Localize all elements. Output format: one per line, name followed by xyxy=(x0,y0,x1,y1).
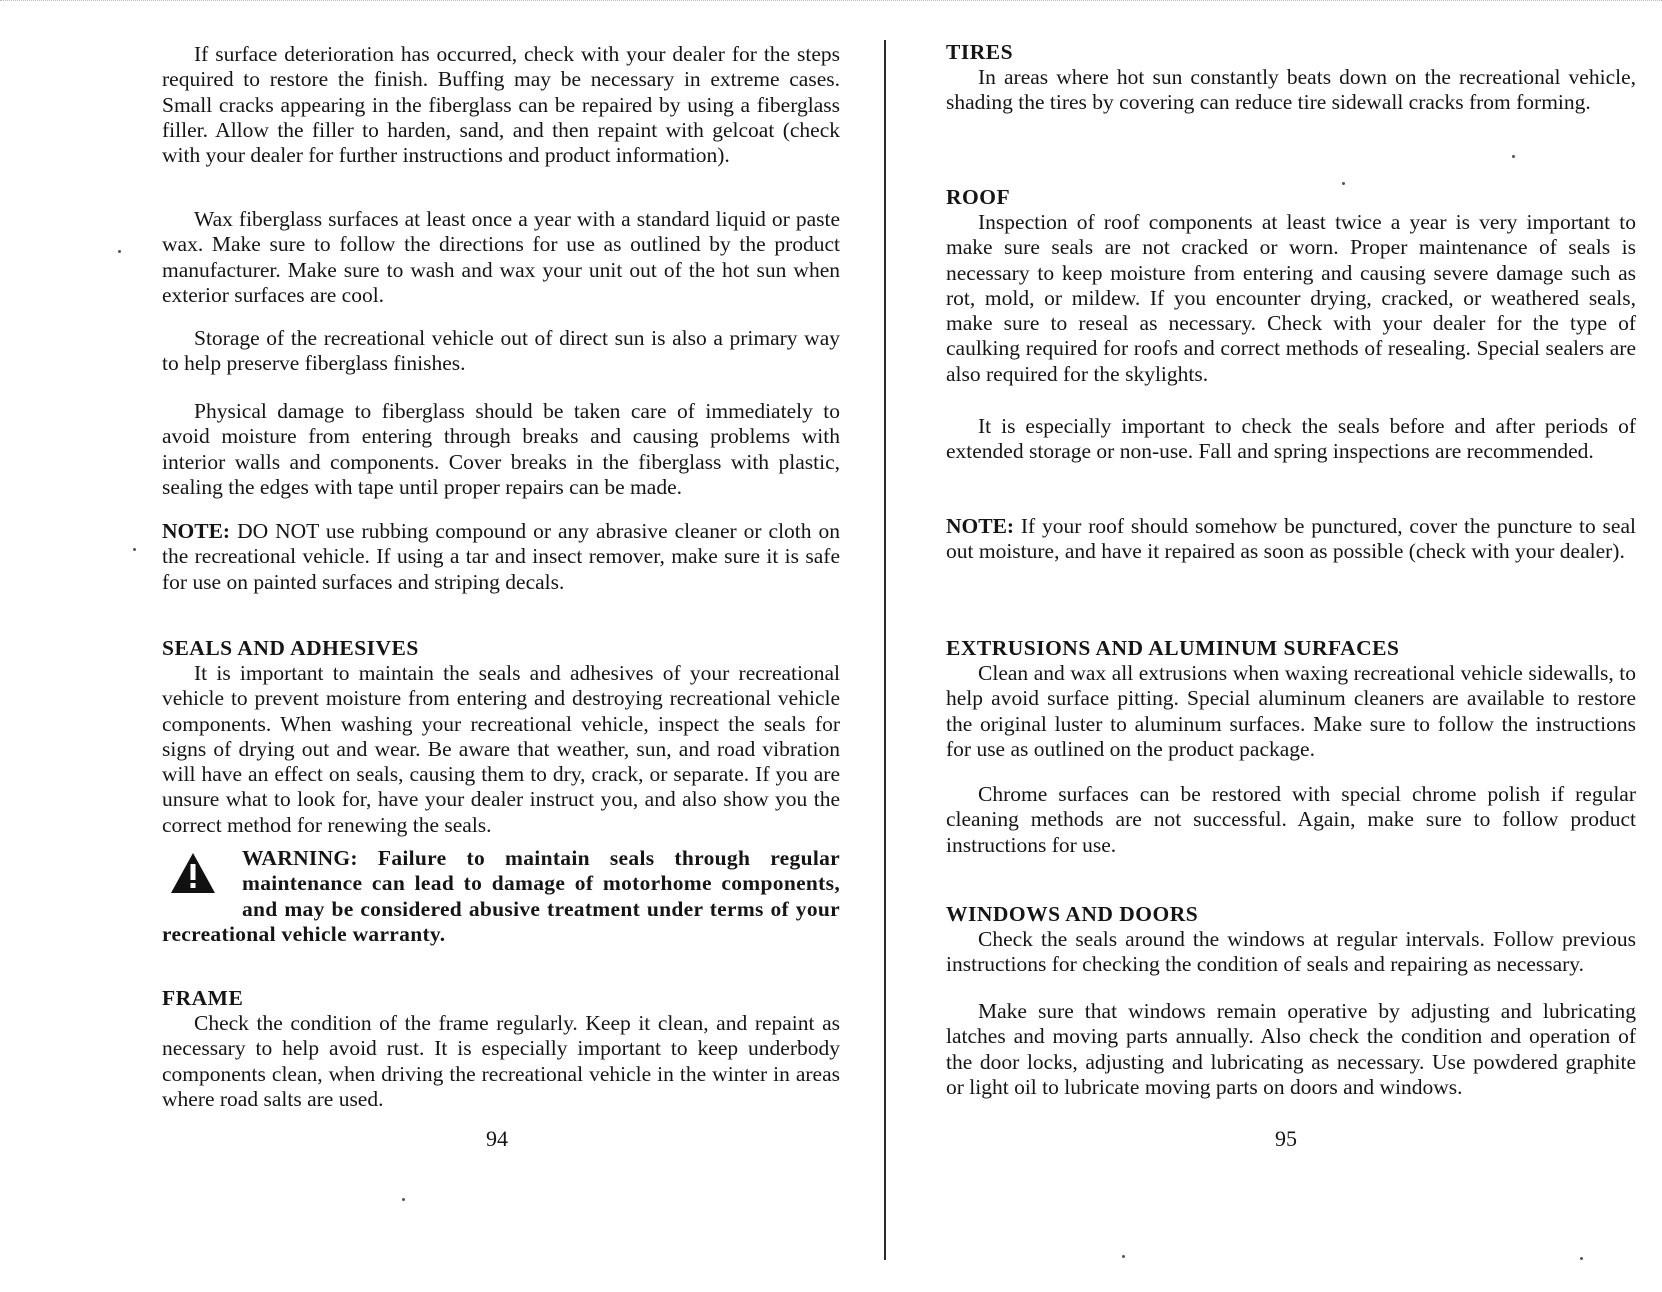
left-note xyxy=(162,519,840,595)
chrome-para xyxy=(946,782,1636,858)
frame-section xyxy=(162,986,840,1112)
section-heading-tires: TIRES xyxy=(946,40,1014,64)
paragraph: In areas where hot sun constantly beats down on the recreational vehicle, shading the tires by covering can reduce tire sidewall cracks from forming. xyxy=(946,65,1636,115)
paragraph: If surface deterioration has occurred, check with your dealer for the steps required to restore the finish. Buffing may be necessary in extreme cases. Small cracks appearing in the fiberglass can be repaired by using a fiberglass filler. Allow the filler to harden, sand, and then repaint with gelcoat (check with your dealer for further instructions and product information). xyxy=(162,42,840,168)
windows-section xyxy=(946,902,1636,978)
roof-section xyxy=(946,185,1636,387)
left-para-1 xyxy=(162,42,840,168)
paragraph: It is especially important to check the seals before and after periods of extended storage or non-use. Fall and spring inspections are recommended. xyxy=(946,414,1636,464)
paragraph: Inspection of roof components at least twice a year is very important to make sure seals are not cracked or worn. Proper maintenance of seals is necessary to keep moisture from entering and causing severe damage such as rot, mold, or mildew. If you encounter drying, cracked, or weathered seals, make sure to reseal as necessary. Check with your dealer for the type of caulking required for roofs and correct methods of resealing. Special sealers are also required for the skylights. xyxy=(946,210,1636,386)
tires-section xyxy=(946,40,1636,116)
note-label: NOTE: xyxy=(162,519,231,543)
scan-speck xyxy=(1122,1255,1125,1258)
extrusions-section xyxy=(946,636,1636,762)
scan-speck xyxy=(1342,182,1345,185)
roof-para-2 xyxy=(946,414,1636,465)
paragraph: Clean and wax all extrusions when waxing recreational vehicle sidewalls, to help avoid surface pitting. Special aluminum cleaners are available to restore the original luster to aluminum surfaces. Make sure to follow the instructions for use as outlined on the product package. xyxy=(946,661,1636,761)
paragraph: Make sure that windows remain operative by adjusting and lubricating latches and moving parts annually. Also check the condition and operation of the door locks, adjusting and lubricating as necessary. Use powdered graphite or light oil to lubricate moving parts on doors and windows. xyxy=(946,999,1636,1099)
section-heading-windows: WINDOWS AND DOORS xyxy=(946,902,1199,926)
page-divider xyxy=(884,40,886,1260)
paragraph: Storage of the recreational vehicle out of direct sun is also a primary way to help preserve fiberglass finishes. xyxy=(162,326,840,376)
windows-para-2 xyxy=(946,999,1636,1100)
right-note xyxy=(946,514,1636,565)
scan-speck xyxy=(118,250,121,253)
right-page xyxy=(946,0,1636,1292)
left-page xyxy=(162,0,840,1292)
seals-section xyxy=(162,636,840,838)
note-text: DO NOT use rubbing compound or any abrasive cleaner or cloth on the recreational vehicle. If using a tar and insect remover, make sure it is safe for use on painted surfaces and striping decals. xyxy=(162,519,840,594)
paragraph: Check the seals around the windows at regular intervals. Follow previous instructions for checking the condition of seals and repairing as necessary. xyxy=(946,927,1636,977)
scan-speck xyxy=(1512,155,1515,158)
paragraph: Wax fiberglass surfaces at least once a year with a standard liquid or paste wax. Make sure to follow the directions for use as outlined by the product manufacturer. Make sure to wash and wax your unit out of the hot sun when exterior surfaces are cool. xyxy=(162,207,840,307)
warning-box xyxy=(162,846,840,947)
scan-speck xyxy=(1580,1257,1583,1260)
scan-speck xyxy=(402,1198,405,1201)
left-para-2 xyxy=(162,207,840,308)
left-para-3 xyxy=(162,326,840,377)
paragraph: Physical damage to fiberglass should be taken care of immediately to avoid moisture from entering through breaks and causing problems with interior walls and components. Cover breaks in the fiberglass with plastic, sealing the edges with tape until proper repairs can be made. xyxy=(162,399,840,499)
warning-triangle-icon xyxy=(170,852,216,894)
section-heading-frame: FRAME xyxy=(162,986,244,1010)
page-number: 95 xyxy=(1275,1126,1297,1151)
note-text: If your roof should somehow be punctured, cover the puncture to seal out moisture, and have it repaired as soon as possible (check with your dealer). xyxy=(946,514,1636,564)
page-number: 94 xyxy=(486,1126,508,1151)
paragraph: Check the condition of the frame regularly. Keep it clean, and repaint as necessary to help avoid rust. It is especially important to keep underbody components clean, when driving the recreational vehicle in the winter in areas where road salts are used. xyxy=(162,1011,840,1111)
scan-speck xyxy=(133,548,136,551)
paragraph: Chrome surfaces can be restored with special chrome polish if regular cleaning methods are not successful. Again, make sure to follow product instructions for use. xyxy=(946,782,1636,857)
left-para-4 xyxy=(162,399,840,500)
warning-text: WARNING: Failure to maintain seals through regular maintenance can lead to damage of motorhome components, and may be considered abusive treatment under terms of your recreational vehicle warranty. xyxy=(162,846,840,946)
note-label: NOTE: xyxy=(946,514,1015,538)
paragraph: It is important to maintain the seals and adhesives of your recreational vehicle to prevent moisture from entering and destroying recreational vehicle components. When washing your recreational vehicle, inspect the seals for signs of drying out and wear. Be aware that weather, sun, and road vibration will have an effect on seals, causing them to dry, crack, or separate. If you are unsure what to look for, have your dealer instruct you, and also show you the correct method for renewing the seals. xyxy=(162,661,840,837)
section-heading-extrusions: EXTRUSIONS AND ALUMINUM SURFACES xyxy=(946,636,1400,660)
section-heading-seals: SEALS AND ADHESIVES xyxy=(162,636,419,660)
section-heading-roof: ROOF xyxy=(946,185,1011,209)
